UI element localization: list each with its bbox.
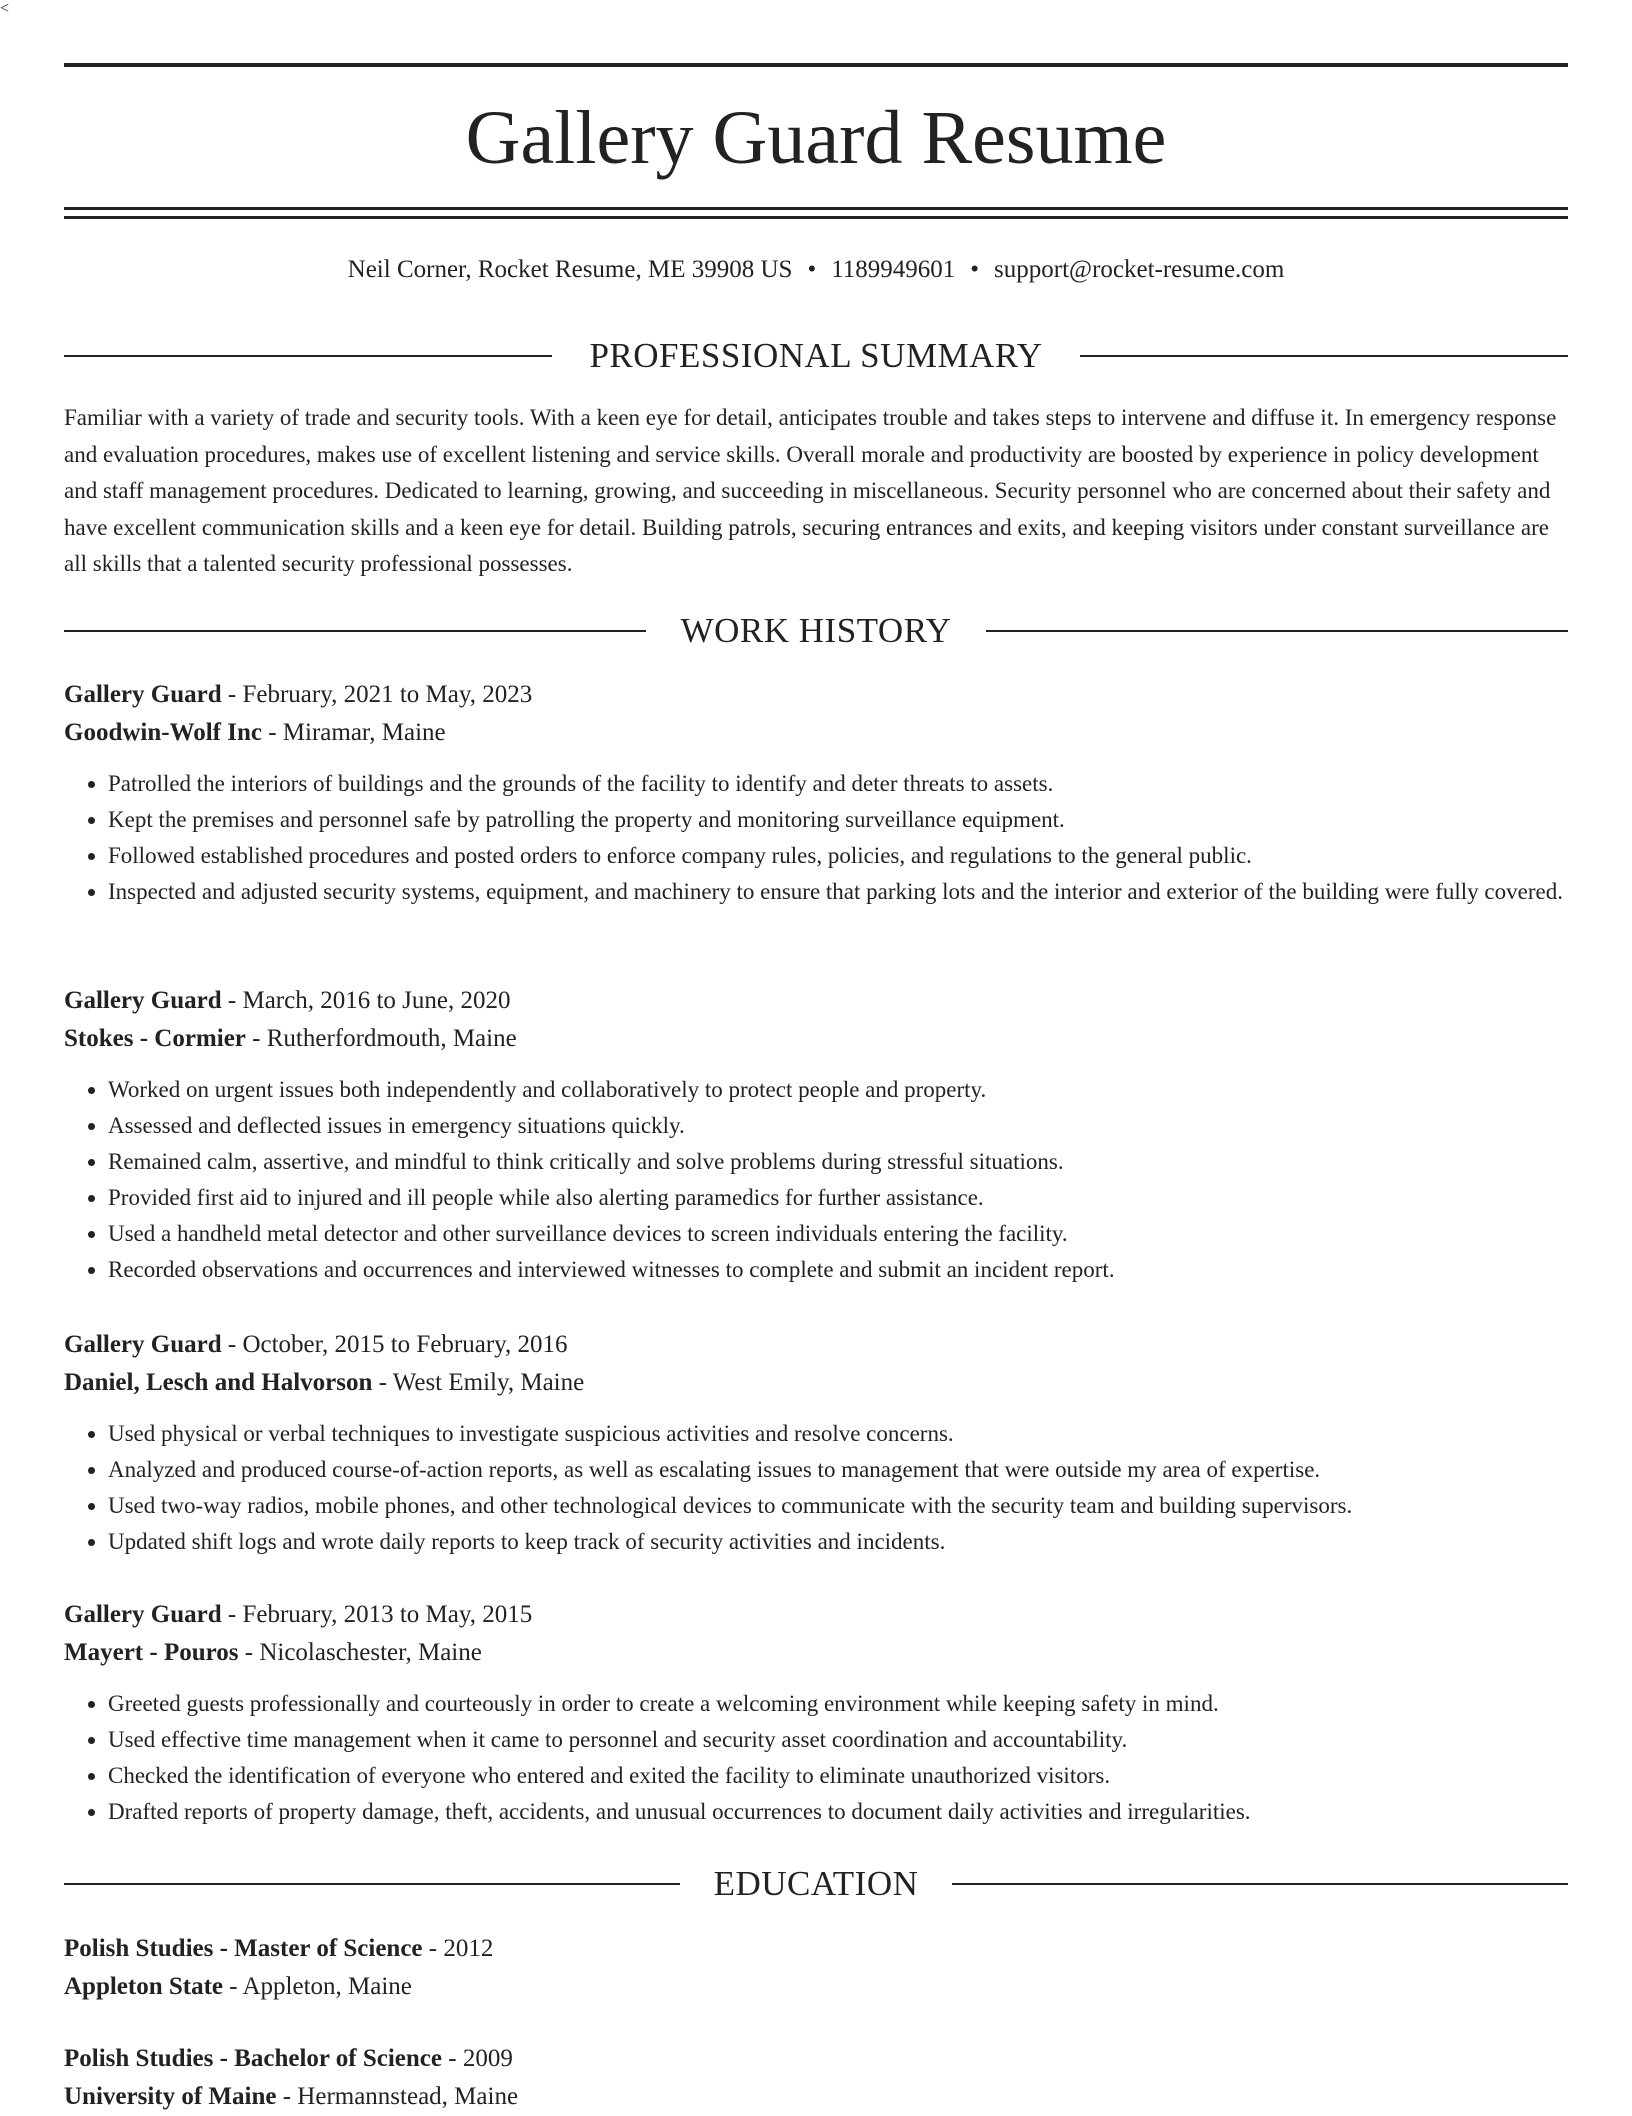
job-bullet: • Used two-way radios, mobile phones, and other technological devices to communicate with the security team and building supervisors. (108, 1488, 1568, 1524)
education-entry (64, 1930, 1568, 2006)
edu-year: - 2012 (422, 1935, 494, 1962)
summary-text: Familiar with a variety of trade and security tools. With a keen eye for detail, anticipates trouble and takes steps to intervene and diffuse it. In emergency response and evaluation procedures, makes use of excellent listening and service skills. Overall morale and productivity are boosted by experience in policy development and staff management procedures. Dedicated to learning, growing, and succeeding in miscellaneous. Security personnel who are concerned about their safety and have excellent communication skills and a keen eye for detail. Building patrols, securing entrances and exits, and keeping visitors under constant surveillance are all skills that a talented security professional possesses. (64, 405, 1557, 576)
edu-location: - Hermannstead, Maine (276, 2083, 519, 2110)
job-bullet: • Used physical or verbal techniques to investigate suspicious activities and resolve concerns. (108, 1416, 1568, 1452)
page-title: Gallery Guard Resume (465, 96, 1167, 180)
section-title-work: WORK HISTORY (649, 611, 984, 650)
contact-email: support@rocket-resume.com (994, 256, 1285, 283)
contact-line (0, 252, 1632, 288)
job-bullet: • Recorded observations and occurrences and interviewed witnesses to complete and submit an incident report. (108, 1252, 1568, 1288)
section-header-summary (64, 334, 1568, 378)
edu-year: - 2009 (442, 2045, 513, 2072)
section-header-work (64, 609, 1568, 653)
contact-phone: 1189949601 (831, 256, 956, 283)
job-bullets (64, 1072, 1568, 1288)
job-bullet: • Used effective time management when it came to personnel and security asset coordination and accountability. (108, 1722, 1568, 1758)
job-dates: - October, 2015 to February, 2016 (221, 1331, 568, 1358)
edu-school: University of Maine (64, 2083, 277, 2110)
title-bottom-rule-2 (64, 216, 1568, 219)
job-bullet: • Used a handheld metal detector and other surveillance devices to screen individuals entering the facility. (108, 1216, 1568, 1252)
job-entry (64, 676, 1568, 910)
job-bullet: • Followed established procedures and posted orders to enforce company rules, policies, and regulations to the general public. (108, 838, 1568, 874)
job-entry (64, 1596, 1568, 1830)
contact-separator: • (807, 256, 817, 283)
job-bullet: • Drafted reports of property damage, theft, accidents, and unusual occurrences to document daily activities and irregularities. (108, 1794, 1568, 1830)
job-entry (64, 982, 1568, 1288)
job-bullet: • Assessed and deflected issues in emergency situations quickly. (108, 1108, 1568, 1144)
job-dates: - March, 2016 to June, 2020 (221, 987, 511, 1014)
job-title: Gallery Guard (64, 1331, 222, 1358)
edu-degree: Polish Studies - Master of Science (64, 1935, 423, 1962)
job-bullet: • Analyzed and produced course-of-action reports, as well as escalating issues to management that were outside my area of expertise. (108, 1452, 1568, 1488)
edu-degree: Polish Studies - Bachelor of Science (64, 2045, 443, 2072)
title-top-rule (64, 63, 1568, 67)
job-title: Gallery Guard (64, 987, 222, 1014)
job-bullet: • Remained calm, assertive, and mindful to think critically and solve problems during stressful situations. (108, 1144, 1568, 1180)
job-bullet: • Greeted guests professionally and courteously in order to create a welcoming environment while keeping safety in mind. (108, 1686, 1568, 1722)
title-bottom-rule-1 (64, 207, 1568, 210)
job-bullet: • Inspected and adjusted security systems, equipment, and machinery to ensure that parking lots and the interior and exterior of the building were fully covered. (108, 874, 1568, 910)
edu-school: Appleton State (64, 1973, 224, 2000)
resume-page: Gallery Guard Resume Neil Corner, Rocket Resume, ME 39908 US • 1189949601 • support@rocket-resume.com PROFESSIONAL SUMMARY Familiar with a variety of trade and security tools. With a keen eye for detail, anticipates trouble and takes steps to intervene and diffuse it. In emergency response and evaluation procedures, makes use of excellent listening and service skills. Overall morale and productivity are boosted by experience in policy development and staff management procedures. Dedicated to learning, growing, and succeeding in miscellaneous. Security personnel who are concerned about their safety and have excellent communication skills and a keen eye for detail. Building patrols, securing entrances and exits, and keeping visitors under constant surveillance are all skills that a talented security professional possesses. WORK HISTORY Gallery Guard - February, 2021 to May, 2023 Goodwin-Wolf Inc - Miramar, Maine • Patrolled the interiors of buildings and the grounds of the facility to identify and deter threats to assets. • Kept the premises and personnel safe by patrolling the property and monitoring surveillance equipment. • Followed established procedures and posted orders to enforce company rules, policies, and regulations to the general public. • Inspected and adjusted security systems, equipment, and machinery to ensure that parking lots and the interior and exterior of the building were fully covered. Gallery Guard - March, 2016 to June, 2020 Stokes - Cormier - Rutherfordmouth, Maine • Worked on urgent issues both independently and collaboratively to protect people and property. • Assessed and deflected issues in emergency situations quickly. • Remained calm, assertive, and mindful to think critically and solve problems during stressful situations. • Provided first aid to injured and ill people while also alerting paramedics for further assistance. • Used a handheld metal detector and other surveillance devices to screen individuals entering the facility. • Recorded observations and occurrences and interviewed witnesses to complete and submit an incident report. Gallery Guard - October, 2015 to February, 2016 Daniel, Lesch and Halvorson - West Emily, Maine • Used physical or verbal techniques to investigate suspicious activities and resolve concerns. • Analyzed and produced course-of-action reports, as well as escalating issues to management that were outside my area of expertise. • Used two-way radios, mobile phones, and other technological devices to communicate with the security team and building supervisors. • Updated shift logs and wrote daily reports to keep track of security activities and incidents. Gallery Guard - February, 2013 to May, 2015 Mayert - Pouros - Nicolaschester, Maine • Greeted guests professionally and courteously in order to create a welcoming environment while keeping safety in mind. • Used effective time management when it came to personnel and security asset coordination and accountability. • Checked the identification of everyone who entered and exited the facility to eliminate unauthorized visitors. • Drafted reports of property damage, theft, accidents, and unusual occurrences to document daily activities and irregularities. < EDUCATION Polish Studies - Master of Science - 2012 Appleton State - Appleton, Maine Polish Studies - Bachelor of Science - 2009 University of Maine - Hermannstead, Maine (0, 0, 1632, 2112)
job-bullets (64, 1416, 1568, 1560)
job-location: - Miramar, Maine (261, 719, 446, 746)
job-dates: - February, 2013 to May, 2015 (221, 1601, 533, 1628)
edu-location: - Appleton, Maine (223, 1973, 412, 2000)
job-bullet: • Kept the premises and personnel safe by patrolling the property and monitoring surveillance equipment. (108, 802, 1568, 838)
section-title-summary: PROFESSIONAL SUMMARY (557, 336, 1074, 375)
job-location: - Nicolaschester, Maine (238, 1639, 482, 1666)
job-entry (64, 1326, 1568, 1560)
section-title-education: EDUCATION (682, 1864, 951, 1903)
job-location: - Rutherfordmouth, Maine (245, 1025, 517, 1052)
education-entry (64, 2040, 1568, 2116)
job-location: - West Emily, Maine (372, 1369, 585, 1396)
job-company: Goodwin-Wolf Inc (64, 719, 262, 746)
job-title: Gallery Guard (64, 681, 222, 708)
section-header-education (64, 1862, 1568, 1906)
job-title: Gallery Guard (64, 1601, 222, 1628)
job-bullets (64, 1686, 1568, 1830)
job-company: Stokes - Cormier (64, 1025, 246, 1052)
job-bullet: • Provided first aid to injured and ill people while also alerting paramedics for further assistance. (108, 1180, 1568, 1216)
job-bullet: • Patrolled the interiors of buildings and the grounds of the facility to identify and deter threats to assets. (108, 766, 1568, 802)
contact-separator: • (970, 256, 980, 283)
job-bullet: • Updated shift logs and wrote daily reports to keep track of security activities and incidents. (108, 1524, 1568, 1560)
job-bullet: • Checked the identification of everyone who entered and exited the facility to eliminate unauthorized visitors. (108, 1758, 1568, 1794)
job-bullets (64, 766, 1568, 910)
job-bullet: • Worked on urgent issues both independently and collaboratively to protect people and property. (108, 1072, 1568, 1108)
contact-address: Neil Corner, Rocket Resume, ME 39908 US (347, 256, 793, 283)
job-dates: - February, 2021 to May, 2023 (221, 681, 533, 708)
job-company: Daniel, Lesch and Halvorson (64, 1369, 373, 1396)
job-company: Mayert - Pouros (64, 1639, 239, 1666)
